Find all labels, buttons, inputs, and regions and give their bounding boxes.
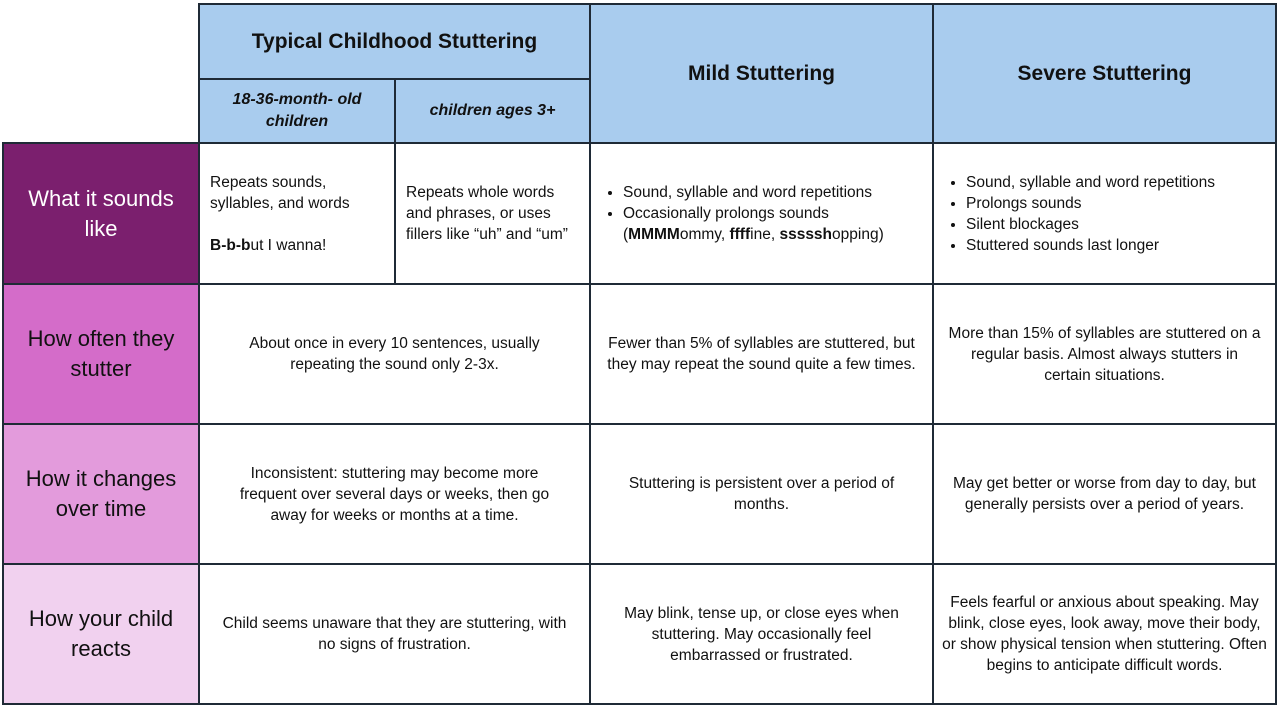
cell-frequency-typical [198,283,591,425]
cell-changes-mild [589,423,934,565]
sounds-toddlers-example-bold: B-b-b [210,236,251,254]
reacts-typical-text: Child seems unaware that they are stuttering, with no signs of frustration. [222,615,567,653]
row-label-reacts [2,563,200,705]
cell-sounds-children [394,142,591,285]
cell-changes-severe [932,423,1277,565]
header-severe-label: Severe Stuttering [1017,61,1192,85]
cell-reacts-severe [932,563,1277,705]
sounds-mild-item-prolongs: Occasionally prolongs sounds [623,205,829,222]
sounds-mild-list [601,182,884,245]
header-sub-toddlers-label: 18-36-month- old children [232,91,362,130]
header-severe [932,3,1277,144]
list-item: • Prolongs sounds [966,193,1265,214]
list-item [623,203,884,245]
sounds-toddlers-example-rest: ut I wanna! [250,236,327,254]
frequency-typical-text: About once in every 10 sentences, usually repeating the sound only 2-3x. [249,335,540,373]
sounds-toddlers-text: Repeats sounds, syllables, and words [210,173,350,212]
cell-frequency-severe [932,283,1277,425]
sounds-children-text: Repeats whole words and phrases, or uses fillers like “uh” and “um” [406,184,568,243]
header-sub-children [394,78,591,144]
list-item: • Sound, syllable and word repetitions [623,182,884,203]
row-label-reacts-text: How your child reacts [28,606,174,661]
header-mild-label: Mild Stuttering [688,61,835,85]
row-label-frequency [2,283,200,425]
row-label-changes-text: How it changes over time [25,466,177,521]
changes-severe-text: May get better or worse from day to day, but generally persists over a period of years. [953,475,1256,513]
cell-changes-typical [198,423,591,565]
cell-reacts-mild [589,563,934,705]
cell-reacts-typical [198,563,591,705]
list-item: • Sound, syllable and word repetitions [966,172,1265,193]
sounds-mild-examples: (MMMMommy, ffffine, ssssshopping) [623,226,884,243]
cell-sounds-mild [589,142,934,285]
row-label-sounds-text: What it sounds like [28,185,174,241]
header-typical-label: Typical Childhood Stuttering [251,29,538,53]
reacts-mild-text: May blink, tense up, or close eyes when stuttering. May occasionally feel embarrassed or frustrated. [624,604,899,664]
cell-sounds-severe [932,142,1277,285]
row-label-sounds [2,142,200,285]
changes-typical-text: Inconsistent: stuttering may become more frequent over several days or weeks, then go away for weeks or months at a time. [239,464,550,524]
row-label-changes [2,423,200,565]
cell-sounds-toddlers [198,142,396,285]
list-item: • Stuttered sounds last longer [966,235,1265,256]
changes-mild-text: Stuttering is persistent over a period of months. [628,475,895,513]
reacts-severe-text: Feels fearful or anxious about speaking. May blink, close eyes, look away, move their body, or show physical tension when stuttering. Often begins to anticipate difficult words. [942,594,1267,674]
header-mild [589,3,934,144]
cell-frequency-mild [589,283,934,425]
list-item: • Silent blockages [966,214,1265,235]
sounds-severe-list [944,172,1265,256]
row-label-frequency-text: How often they stutter [27,326,175,381]
frequency-mild-text: Fewer than 5% of syllables are stuttered, but they may repeat the sound quite a few times. [607,335,916,373]
sounds-toddlers-example [210,235,384,256]
header-typical [198,3,591,80]
header-sub-children-label: children ages 3+ [429,102,556,119]
frequency-severe-text: More than 15% of syllables are stuttered on a regular basis. Almost always stutters in certain situations. [948,324,1261,384]
header-sub-toddlers [198,78,396,144]
